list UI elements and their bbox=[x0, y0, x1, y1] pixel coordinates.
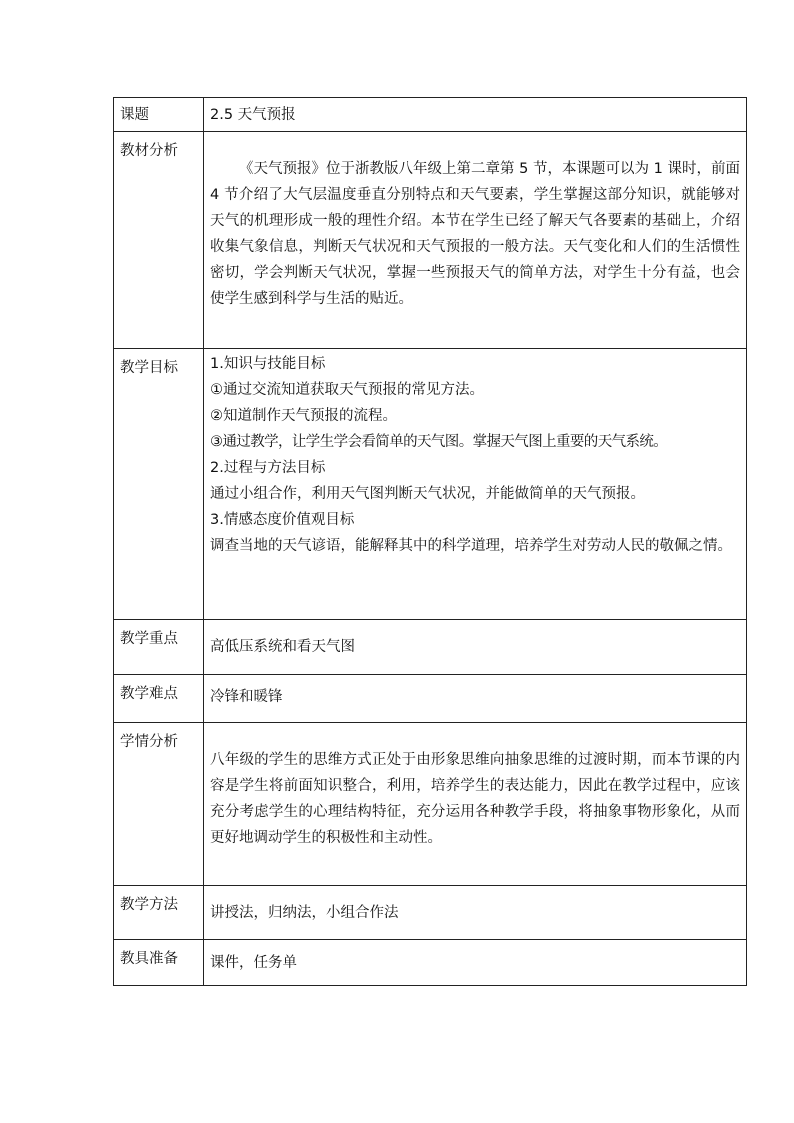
goal-line: 通过小组合作，利用天气图判断天气状况，并能做简单的天气预报。 bbox=[210, 486, 645, 502]
goals-list bbox=[204, 349, 747, 620]
tools-value: 课件，任务单 bbox=[204, 940, 747, 986]
learner-label: 学情分析 bbox=[114, 723, 204, 886]
topic-label: 课题 bbox=[114, 98, 204, 132]
goal-line: 调查当地的天气谚语，能解释其中的科学道理，培养学生对劳动人民的敬佩之情。 bbox=[210, 538, 732, 554]
row-method bbox=[114, 886, 747, 940]
material-text: 《天气预报》位于浙教版八年级上第二章第 5 节，本课题可以为 1 课时，前面 4 节介绍了大气层温度垂直分别特点和天气要素，学生掌握这部分知识，就能够对天气的机理形成一般的理性介绍。本节在学生已经了解天气各要素的基础上，介绍收集气象信息，判断天气状况和天气预报的一般方法。天气变化和人们的生活惯性密切，学会判断天气状况，掌握一些预报天气的简单方法，对学生十分有益，也会使学生感到科学与生活的贴近。 bbox=[210, 161, 740, 307]
key-point-value: 高低压系统和看天气图 bbox=[204, 620, 747, 675]
material-label: 教材分析 bbox=[114, 132, 204, 349]
row-key-point bbox=[114, 620, 747, 675]
goal-line: 1.知识与技能目标 bbox=[210, 356, 326, 372]
tools-label: 教具准备 bbox=[114, 940, 204, 986]
row-goals bbox=[114, 349, 747, 620]
row-learner bbox=[114, 723, 747, 886]
row-topic bbox=[114, 98, 747, 132]
difficulty-value: 冷锋和暖锋 bbox=[204, 675, 747, 723]
method-value: 讲授法，归纳法，小组合作法 bbox=[204, 886, 747, 940]
row-tools bbox=[114, 940, 747, 986]
goal-line: ②知道制作天气预报的流程。 bbox=[210, 408, 397, 424]
goal-line: 3.情感态度价值观目标 bbox=[210, 512, 355, 528]
method-label: 教学方法 bbox=[114, 886, 204, 940]
lesson-plan-table bbox=[113, 97, 747, 986]
topic-value: 2.5 天气预报 bbox=[204, 98, 747, 132]
goal-line: ①通过交流知道获取天气预报的常见方法。 bbox=[210, 382, 484, 398]
difficulty-label: 教学难点 bbox=[114, 675, 204, 723]
goal-line: ③通过教学，让学生学会看简单的天气图。掌握天气图上重要的天气系统。 bbox=[210, 434, 668, 450]
row-difficulty bbox=[114, 675, 747, 723]
goals-label: 教学目标 bbox=[114, 349, 204, 620]
learner-text: 八年级的学生的思维方式正处于由形象思维向抽象思维的过渡时期，而本节课的内容是学生将前面知识整合，利用，培养学生的表达能力，因此在教学过程中，应该充分考虑学生的心理结构特征，充分运用各种教学手段，将抽象事物形象化，从而更好地调动学生的积极性和主动性。 bbox=[210, 752, 740, 846]
row-material bbox=[114, 132, 747, 349]
goal-line: 2.过程与方法目标 bbox=[210, 460, 326, 476]
key-point-label: 教学重点 bbox=[114, 620, 204, 675]
